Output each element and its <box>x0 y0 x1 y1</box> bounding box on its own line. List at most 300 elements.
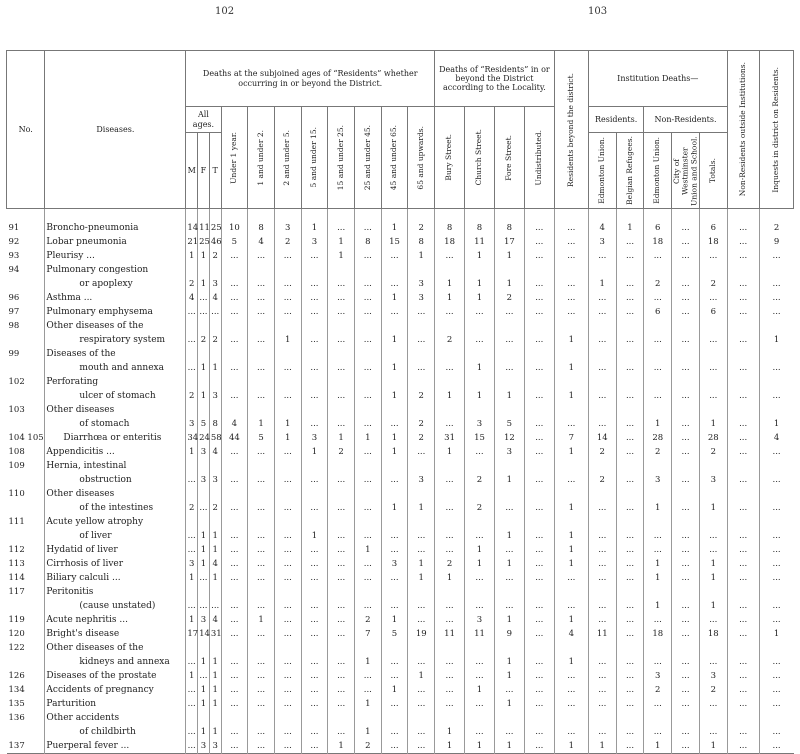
table-cell: ... <box>727 249 759 263</box>
table-cell: ... <box>274 613 301 627</box>
table-cell: 11 <box>198 209 210 236</box>
table-cell: ... <box>524 627 554 641</box>
table-cell: 1 <box>328 249 355 263</box>
table-cell: ... <box>588 697 616 711</box>
table-cell: 1 <box>554 333 588 347</box>
table-cell: ... <box>524 417 554 431</box>
table-cell: ... <box>199 573 208 583</box>
table-row <box>7 417 794 431</box>
table-cell: 1 <box>465 739 495 754</box>
table-cell: 1 <box>494 473 524 487</box>
table-cell: 3 <box>198 739 210 754</box>
row-number: 109 <box>8 461 25 471</box>
table-cell: 1 <box>554 445 588 459</box>
header-age-1: 1 and under 2. <box>255 129 265 186</box>
table-cell: ... <box>588 543 616 557</box>
table-cell: ... <box>187 685 196 695</box>
table-cell <box>759 403 793 417</box>
table-cell: ... <box>408 697 435 711</box>
header-inquests-text: Inquests in district on Residents. <box>771 66 781 193</box>
table-cell: 1 <box>209 655 221 669</box>
table-cell <box>672 487 700 501</box>
table-cell <box>328 585 355 599</box>
table-cell: 3 <box>198 473 210 487</box>
table-cell: ... <box>301 361 328 375</box>
table-cell: 9 <box>494 627 524 641</box>
table-cell <box>616 515 644 529</box>
table-cell <box>644 319 672 333</box>
table-cell: ... <box>699 333 727 347</box>
table-cell <box>248 711 275 725</box>
table-cell <box>221 403 248 417</box>
table-row <box>7 557 794 571</box>
table-cell: ... <box>672 209 700 236</box>
table-cell: ... <box>616 725 644 739</box>
table-cell: 2 <box>408 209 435 236</box>
table-cell: ... <box>187 307 196 317</box>
table-cell: ... <box>524 669 554 683</box>
disease-name: Cirrhosis of liver <box>45 557 186 571</box>
table-cell: 2 <box>644 445 672 459</box>
table-cell: ... <box>274 473 301 487</box>
table-cell: ... <box>616 557 644 571</box>
table-cell: ... <box>699 361 727 375</box>
table-cell: 1 <box>381 613 408 627</box>
table-cell: ... <box>354 389 381 403</box>
table-cell: ... <box>524 361 554 375</box>
table-cell: ... <box>301 697 328 711</box>
table-cell: 1 <box>381 683 408 697</box>
table-cell: ... <box>672 683 700 697</box>
table-cell: ... <box>221 445 248 459</box>
table-cell: ... <box>187 335 196 345</box>
table-cell: ... <box>248 361 275 375</box>
disease-name: obstruction <box>45 473 186 487</box>
table-cell: ... <box>494 501 524 515</box>
table-cell: ... <box>381 669 408 683</box>
table-cell: ... <box>221 529 248 543</box>
page-number-right: 103 <box>588 6 608 17</box>
table-cell: ... <box>554 417 588 431</box>
table-cell: ... <box>381 543 408 557</box>
table-cell <box>381 319 408 333</box>
table-cell <box>435 263 465 277</box>
table-cell: 1 <box>354 543 381 557</box>
row-number: 134 <box>8 685 25 695</box>
table-cell: ... <box>199 601 208 611</box>
table-cell: ... <box>465 305 495 319</box>
table-cell: ... <box>616 683 644 697</box>
table-cell: ... <box>672 543 700 557</box>
disease-name: Other accidents <box>45 711 186 725</box>
table-cell: ... <box>554 305 588 319</box>
table-cell: 1 <box>209 697 221 711</box>
table-cell: ... <box>699 389 727 403</box>
table-cell: ... <box>435 543 465 557</box>
table-cell: 4 <box>209 613 221 627</box>
table-cell: ... <box>672 697 700 711</box>
table-cell: ... <box>759 725 793 739</box>
row-number: 102 <box>8 377 25 387</box>
table-cell <box>672 319 700 333</box>
disease-name: mouth and annexa <box>45 361 186 375</box>
table-cell <box>759 641 793 655</box>
table-cell <box>644 641 672 655</box>
table-cell: 1 <box>435 389 465 403</box>
table-cell: ... <box>616 669 644 683</box>
table-cell: 3 <box>408 291 435 305</box>
header-non-res-outside <box>727 51 759 209</box>
table-cell <box>301 487 328 501</box>
table-cell: 18 <box>644 627 672 641</box>
table-cell <box>727 585 759 599</box>
table-cell <box>408 375 435 389</box>
table-cell: ... <box>274 277 301 291</box>
table-cell: 3 <box>198 613 210 627</box>
table-cell: 1 <box>699 739 727 754</box>
table-cell: 1 <box>198 277 210 291</box>
table-cell: ... <box>759 557 793 571</box>
table-cell: ... <box>759 739 793 754</box>
header-age-6: 45 and under 65. <box>389 124 399 191</box>
table-cell: ... <box>759 249 793 263</box>
table-cell <box>759 487 793 501</box>
table-cell: 1 <box>465 683 495 697</box>
table-cell: 1 <box>198 725 210 739</box>
header-all-ages: All ages. <box>186 107 221 133</box>
row-number: 91 <box>8 223 20 233</box>
table-cell <box>465 403 495 417</box>
header-inst-4: Totals. <box>707 157 717 184</box>
table-cell <box>381 375 408 389</box>
table-cell: ... <box>381 473 408 487</box>
table-cell <box>672 403 700 417</box>
table-cell: ... <box>248 627 275 641</box>
table-cell: 11 <box>588 627 616 641</box>
table-cell: ... <box>616 543 644 557</box>
table-cell: ... <box>588 305 616 319</box>
table-cell: 3 <box>644 669 672 683</box>
table-cell: ... <box>301 501 328 515</box>
row-number: 136 <box>8 713 25 723</box>
table-cell <box>465 711 495 725</box>
table-cell <box>354 319 381 333</box>
table-cell: ... <box>524 333 554 347</box>
table-cell <box>274 515 301 529</box>
table-cell <box>248 403 275 417</box>
table-cell: ... <box>672 431 700 445</box>
table-cell: 1 <box>759 417 793 431</box>
table-cell <box>435 711 465 725</box>
table-cell: 2 <box>354 739 381 754</box>
table-cell: 1 <box>554 543 588 557</box>
table-cell: ... <box>616 473 644 487</box>
table-cell <box>354 515 381 529</box>
table-row <box>7 319 794 333</box>
table-cell: 11 <box>465 627 495 641</box>
header-non-residents: Non-Residents. <box>644 107 727 133</box>
table-cell: 1 <box>588 277 616 291</box>
table-cell <box>435 319 465 333</box>
table-cell <box>328 403 355 417</box>
disease-name: Pulmonary emphysema <box>45 305 186 319</box>
table-cell: ... <box>524 445 554 459</box>
table-cell: 6 <box>699 209 727 236</box>
table-cell <box>699 515 727 529</box>
table-cell <box>494 319 524 333</box>
table-cell: ... <box>328 613 355 627</box>
table-cell: ... <box>616 613 644 627</box>
table-cell: ... <box>494 725 524 739</box>
table-cell <box>588 585 616 599</box>
table-cell: ... <box>616 417 644 431</box>
table-cell: ... <box>759 697 793 711</box>
table-cell: ... <box>524 543 554 557</box>
table-cell: 3 <box>274 209 301 236</box>
table-cell: ... <box>616 431 644 445</box>
table-cell: ... <box>727 613 759 627</box>
table-cell: 1 <box>465 557 495 571</box>
table-cell: ... <box>616 445 644 459</box>
table-cell: ... <box>672 669 700 683</box>
table-cell: 1 <box>588 739 616 754</box>
row-number <box>7 725 45 739</box>
table-cell <box>381 263 408 277</box>
table-cell <box>186 347 198 361</box>
table-cell <box>221 319 248 333</box>
table-cell <box>554 347 588 361</box>
row-number <box>7 599 45 613</box>
table-cell <box>408 319 435 333</box>
table-cell: 14 <box>199 629 210 639</box>
table-cell: ... <box>759 277 793 291</box>
table-cell: 1 <box>381 209 408 236</box>
disease-name: of liver <box>45 529 186 543</box>
table-cell <box>354 641 381 655</box>
disease-name: kidneys and annexa <box>45 655 186 669</box>
table-cell <box>274 263 301 277</box>
table-cell: ... <box>354 445 381 459</box>
table-cell: ... <box>524 571 554 585</box>
table-cell: ... <box>699 725 727 739</box>
table-cell <box>198 641 210 655</box>
table-cell: ... <box>727 389 759 403</box>
table-cell <box>699 459 727 473</box>
table-cell <box>248 487 275 501</box>
table-cell: ... <box>381 417 408 431</box>
table-cell: ... <box>644 333 672 347</box>
table-cell: 1 <box>274 333 301 347</box>
table-cell <box>274 585 301 599</box>
table-cell: ... <box>465 445 495 459</box>
table-row <box>7 403 794 417</box>
table-cell: ... <box>221 697 248 711</box>
table-cell: ... <box>274 543 301 557</box>
table-cell <box>616 403 644 417</box>
table-cell: ... <box>248 669 275 683</box>
table-cell: 44 <box>221 431 248 445</box>
table-cell: ... <box>699 543 727 557</box>
table-cell <box>221 263 248 277</box>
table-cell: ... <box>248 529 275 543</box>
table-cell <box>408 347 435 361</box>
table-cell: 46 <box>210 237 222 247</box>
table-cell: 1 <box>301 209 328 236</box>
table-cell <box>672 263 700 277</box>
table-cell: ... <box>328 305 355 319</box>
table-cell: 1 <box>381 333 408 347</box>
table-cell: 17 <box>187 629 199 639</box>
table-cell: ... <box>727 739 759 754</box>
table-cell: ... <box>644 389 672 403</box>
table-cell: ... <box>672 291 700 305</box>
table-row <box>7 249 794 263</box>
header-residents: Residents. <box>588 107 644 133</box>
table-cell: 1 <box>494 655 524 669</box>
table-cell: ... <box>672 739 700 754</box>
table-cell <box>274 319 301 333</box>
table-cell: 1 <box>554 739 588 754</box>
table-cell <box>554 515 588 529</box>
table-cell: 3 <box>209 389 221 403</box>
table-cell: 2 <box>644 277 672 291</box>
table-cell: ... <box>588 291 616 305</box>
table-cell <box>274 403 301 417</box>
row-number: 112 <box>8 545 25 555</box>
row-number: 110 <box>8 489 25 499</box>
table-cell: ... <box>301 655 328 669</box>
table-cell: 1 <box>301 445 328 459</box>
table-cell: 28 <box>699 431 727 445</box>
row-number <box>7 417 45 431</box>
table-cell: 1 <box>209 529 221 543</box>
table-cell: ... <box>435 669 465 683</box>
table-row <box>7 641 794 655</box>
table-cell: 3 <box>198 445 210 459</box>
table-cell: ... <box>328 669 355 683</box>
table-cell: 2 <box>186 277 198 291</box>
table-cell <box>494 711 524 725</box>
header-age-7: 65 and upwards. <box>415 125 425 190</box>
table-cell: 1 <box>644 739 672 754</box>
table-cell: ... <box>187 601 196 611</box>
table-cell: 4 <box>759 431 793 445</box>
table-cell: 1 <box>198 529 210 543</box>
table-cell <box>616 711 644 725</box>
table-cell: 21 <box>187 237 199 247</box>
table-cell: 1 <box>408 571 435 585</box>
table-cell: ... <box>759 543 793 557</box>
table-cell: ... <box>588 361 616 375</box>
table-cell: ... <box>248 501 275 515</box>
table-cell: ... <box>644 543 672 557</box>
table-cell <box>408 641 435 655</box>
table-cell: ... <box>554 209 588 236</box>
table-cell: ... <box>672 529 700 543</box>
table-cell: 17 <box>494 235 524 249</box>
table-cell <box>248 319 275 333</box>
table-cell: ... <box>328 473 355 487</box>
table-cell: 2 <box>209 249 221 263</box>
table-cell: 1 <box>328 235 355 249</box>
table-cell: ... <box>301 305 328 319</box>
table-row <box>7 725 794 739</box>
table-cell <box>672 711 700 725</box>
table-cell: ... <box>554 599 588 613</box>
table-cell: ... <box>435 697 465 711</box>
table-cell <box>248 375 275 389</box>
table-cell: ... <box>524 529 554 543</box>
table-cell <box>221 487 248 501</box>
table-cell: 2 <box>588 473 616 487</box>
table-cell: ... <box>699 529 727 543</box>
table-cell: ... <box>435 599 465 613</box>
table-cell: 2 <box>435 557 465 571</box>
table-row <box>7 627 794 641</box>
table-cell <box>301 319 328 333</box>
table-cell: ... <box>274 599 301 613</box>
table-cell: ... <box>616 529 644 543</box>
table-cell: 1 <box>198 389 210 403</box>
header-inquests <box>759 51 793 209</box>
table-cell <box>465 459 495 473</box>
table-cell <box>727 375 759 389</box>
table-cell: ... <box>221 683 248 697</box>
table-cell <box>699 347 727 361</box>
table-cell: ... <box>554 725 588 739</box>
table-cell <box>699 319 727 333</box>
header-deaths-ages: Deaths at the subjoined ages of “Residents” whether occurring in or beyond the District. <box>186 51 435 107</box>
table-cell: ... <box>248 333 275 347</box>
table-cell: ... <box>301 599 328 613</box>
disease-name: Accidents of pregnancy <box>45 683 186 697</box>
table-cell <box>759 319 793 333</box>
table-cell <box>186 263 198 277</box>
table-cell: ... <box>435 417 465 431</box>
table-cell <box>328 375 355 389</box>
disease-name: respiratory system <box>45 333 186 347</box>
table-cell: ... <box>221 599 248 613</box>
table-cell: 2 <box>328 445 355 459</box>
table-cell <box>354 403 381 417</box>
table-cell: ... <box>301 725 328 739</box>
table-cell <box>644 487 672 501</box>
disease-name: Pulmonary congestion <box>45 263 186 277</box>
table-cell <box>198 375 210 389</box>
table-cell <box>554 375 588 389</box>
table-cell: 1 <box>494 249 524 263</box>
table-cell <box>209 641 221 655</box>
page-number-left: 102 <box>215 6 235 17</box>
header-t: T <box>209 133 221 209</box>
table-cell <box>301 347 328 361</box>
table-cell: ... <box>328 389 355 403</box>
table-cell: ... <box>554 669 588 683</box>
table-cell <box>699 375 727 389</box>
table-cell: ... <box>672 305 700 319</box>
table-cell: 1 <box>186 669 198 683</box>
table-cell: ... <box>248 389 275 403</box>
table-cell: 11 <box>465 235 495 249</box>
table-cell <box>465 319 495 333</box>
table-cell <box>209 487 221 501</box>
table-cell: 1 <box>198 249 210 263</box>
table-cell <box>301 375 328 389</box>
table-cell: 28 <box>644 431 672 445</box>
table-cell: ... <box>274 683 301 697</box>
table-cell: ... <box>354 333 381 347</box>
table-cell: ... <box>524 655 554 669</box>
